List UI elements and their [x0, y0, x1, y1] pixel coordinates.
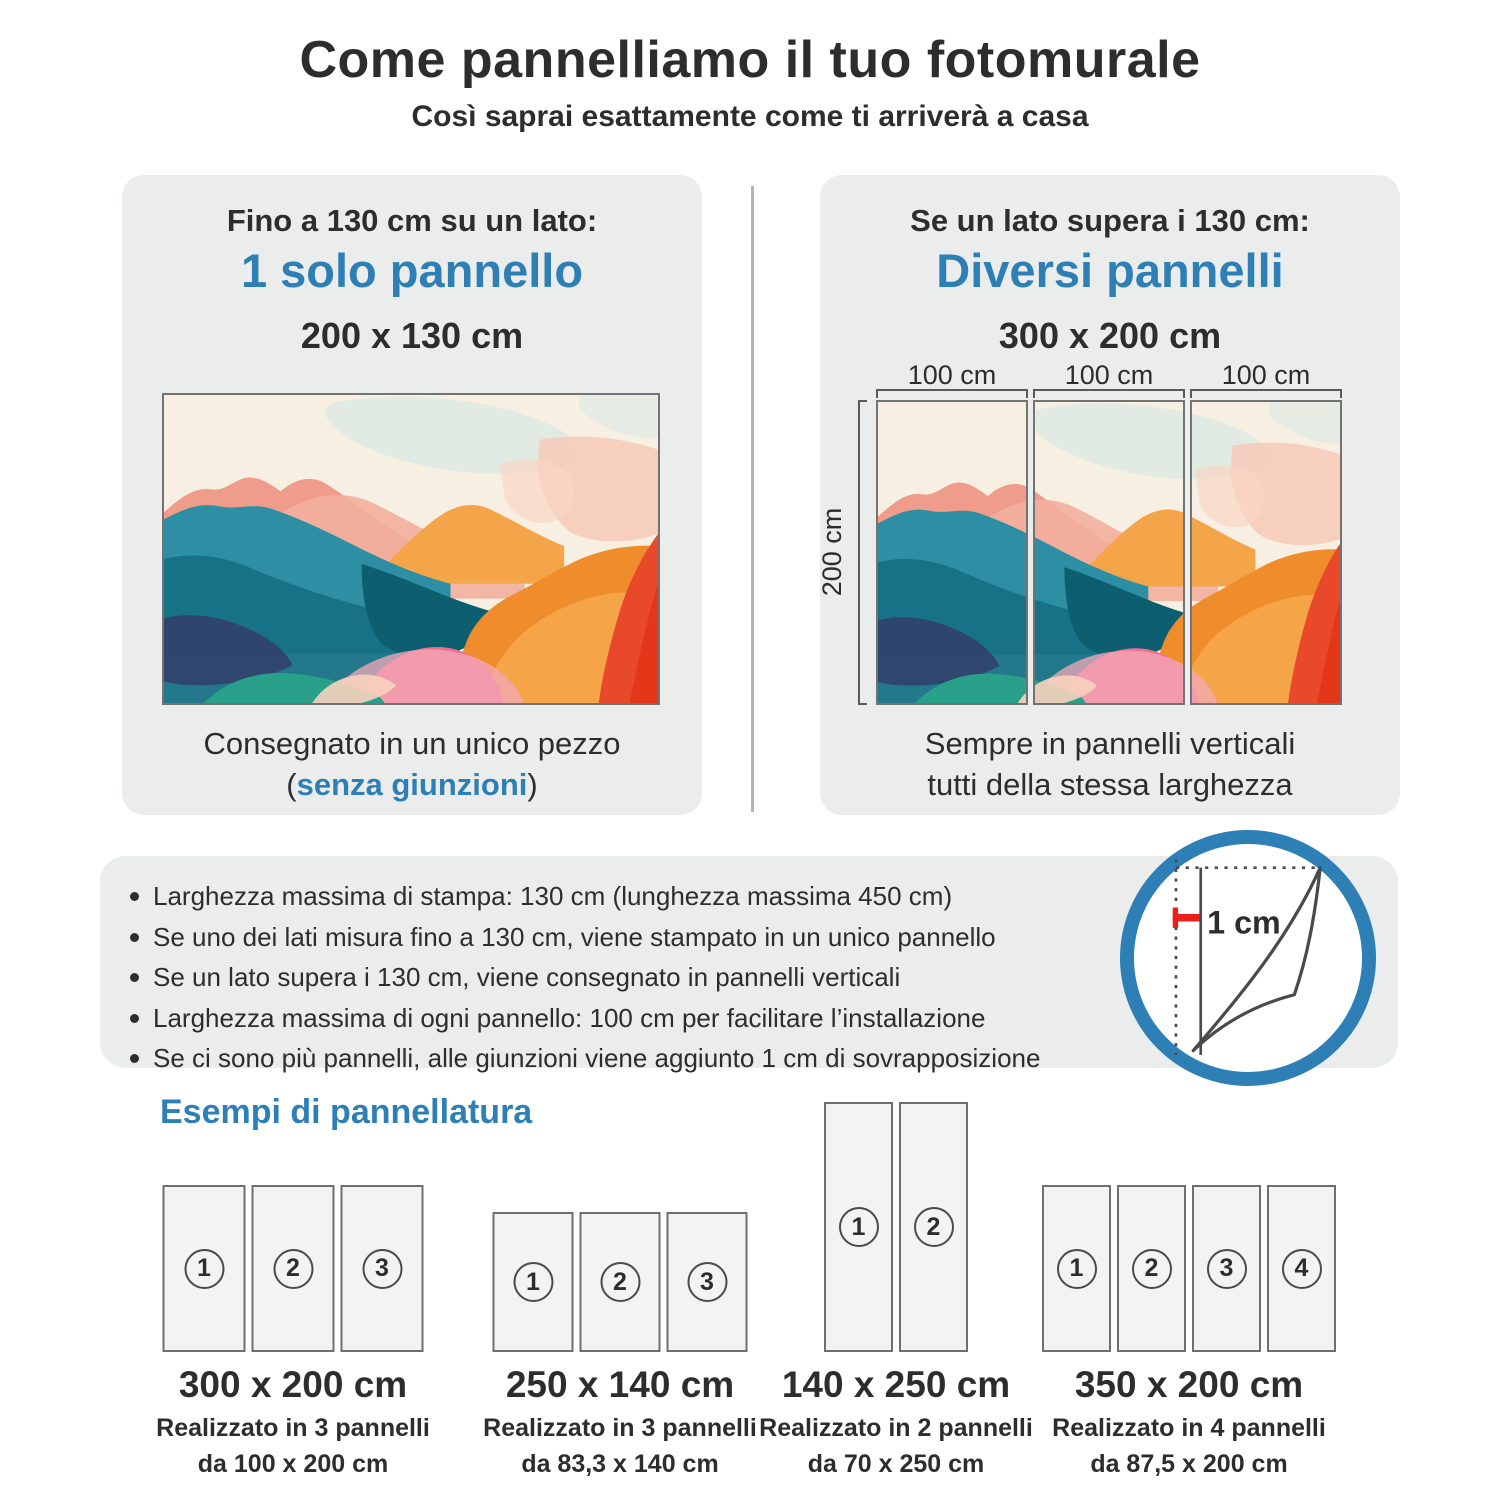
example-size: 350 x 200 cm [1074, 1364, 1304, 1405]
panel [824, 1102, 893, 1352]
paren-close: ) [527, 767, 538, 802]
panel [1267, 1185, 1336, 1352]
panel-number-badge: 2 [600, 1262, 640, 1302]
panel-width-label-3: 100 cm [1221, 360, 1311, 390]
width-bracket-3 [1190, 389, 1342, 398]
overlap-detail-badge [1120, 830, 1376, 1086]
example-size: 250 x 140 cm [505, 1364, 735, 1405]
page-title: Come pannelliamo il tuo fotomurale [299, 31, 1201, 89]
panel [580, 1212, 661, 1352]
paren-open: ( [286, 767, 297, 802]
no-seams-text: senza giunzioni [296, 767, 528, 802]
panel-number-badge: 1 [184, 1249, 224, 1289]
panel-number-badge: 3 [362, 1249, 402, 1289]
single-panel-condition: Fino a 130 cm su un lato: [226, 203, 598, 238]
example-panels [731, 1102, 1061, 1352]
watercolor-artwork [878, 402, 1028, 703]
multi-panel-size: 300 x 200 cm [998, 315, 1222, 356]
panel [252, 1185, 335, 1352]
example-140x250 [731, 1102, 1061, 1482]
watercolor-artwork [1190, 402, 1342, 703]
width-bracket-2 [1033, 389, 1185, 398]
panel-number-badge: 2 [1132, 1249, 1172, 1289]
width-bracket-1 [876, 389, 1028, 398]
single-panel-caption: Consegnato in un unico pezzo [203, 726, 621, 761]
bullet-text: Larghezza massima di ogni pannello: 100 cm per facilitare l’installazione [153, 1002, 986, 1033]
example-size: 140 x 250 cm [781, 1364, 1011, 1405]
watercolor-artwork [164, 395, 658, 703]
page-curl-icon [1134, 844, 1360, 1070]
bullet-dot-icon [130, 933, 139, 942]
multi-panel-condition: Se un lato supera i 130 cm: [910, 203, 1310, 238]
panel-number-badge: 1 [513, 1262, 553, 1302]
page-subtitle: Così saprai esattamente come ti arriverà a casa [411, 100, 1089, 133]
overlap-measure-label: 1 cm [1207, 904, 1281, 941]
panel-number-badge: 1 [839, 1207, 879, 1247]
examples-heading: Esempi di pannellatura [160, 1093, 533, 1131]
multi-panel-caption-2: tutti della stessa larghezza [927, 767, 1293, 802]
bullet-dot-icon [130, 892, 139, 901]
mural-strip-1 [876, 400, 1028, 705]
panel [163, 1185, 246, 1352]
example-detail: Realizzato in 4 pannelli da 87,5 x 200 cm [1052, 1414, 1326, 1478]
card-divider [751, 186, 754, 812]
panel [1117, 1185, 1186, 1352]
panel-number-badge: 2 [273, 1249, 313, 1289]
multi-panel-headline: Diversi pannelli [936, 244, 1284, 297]
panel [341, 1185, 424, 1352]
panel [493, 1212, 574, 1352]
example-detail: Realizzato in 3 pannelli da 83,3 x 140 cm [483, 1414, 757, 1478]
example-panels [128, 1102, 458, 1352]
panel-number-badge: 3 [687, 1262, 727, 1302]
panel [899, 1102, 968, 1352]
mural-strip-3 [1190, 400, 1342, 705]
bullet-dot-icon [130, 1014, 139, 1023]
single-panel-caption-2 [122, 767, 702, 803]
panel-number-badge: 3 [1207, 1249, 1247, 1289]
bullet-text: Se un lato supera i 130 cm, viene consegnato in pannelli verticali [153, 962, 901, 992]
panel-number-badge: 2 [914, 1207, 954, 1247]
overlap-measure-icon [1173, 907, 1200, 927]
panel-width-label-2: 100 cm [1064, 360, 1154, 390]
panel-number-badge: 4 [1282, 1249, 1322, 1289]
example-panels [1024, 1102, 1354, 1352]
panel-number-badge: 1 [1057, 1249, 1097, 1289]
bullet-text: Larghezza massima di stampa: 130 cm (lunghezza massima 450 cm) [153, 881, 953, 911]
bullet-text: Se ci sono più pannelli, alle giunzioni viene aggiunto 1 cm di sovrapposizione [153, 1043, 1041, 1073]
bullet-text: Se uno dei lati misura fino a 130 cm, viene stampato in un unico pannello [153, 921, 996, 952]
single-panel-size: 200 x 130 cm [300, 315, 524, 356]
panel-height-label: 200 cm [817, 507, 847, 597]
single-panel-headline: 1 solo pannello [240, 244, 584, 297]
panel [1042, 1185, 1111, 1352]
multi-panel-caption: Sempre in pannelli verticali [924, 726, 1296, 761]
example-detail: Realizzato in 3 pannelli da 100 x 200 cm [156, 1414, 430, 1478]
bullet-dot-icon [130, 1054, 139, 1063]
height-bracket [858, 400, 867, 705]
example-300x200 [128, 1102, 458, 1482]
watercolor-artwork [1033, 402, 1185, 703]
mural-strip-2 [1033, 400, 1185, 705]
bullet-dot-icon [130, 973, 139, 982]
panel [1192, 1185, 1261, 1352]
mural-preview-single [162, 393, 660, 705]
example-detail: Realizzato in 2 pannelli da 70 x 250 cm [759, 1414, 1033, 1478]
panel-width-label-1: 100 cm [907, 360, 997, 390]
example-350x200 [1024, 1102, 1354, 1482]
example-size: 300 x 200 cm [178, 1364, 408, 1405]
